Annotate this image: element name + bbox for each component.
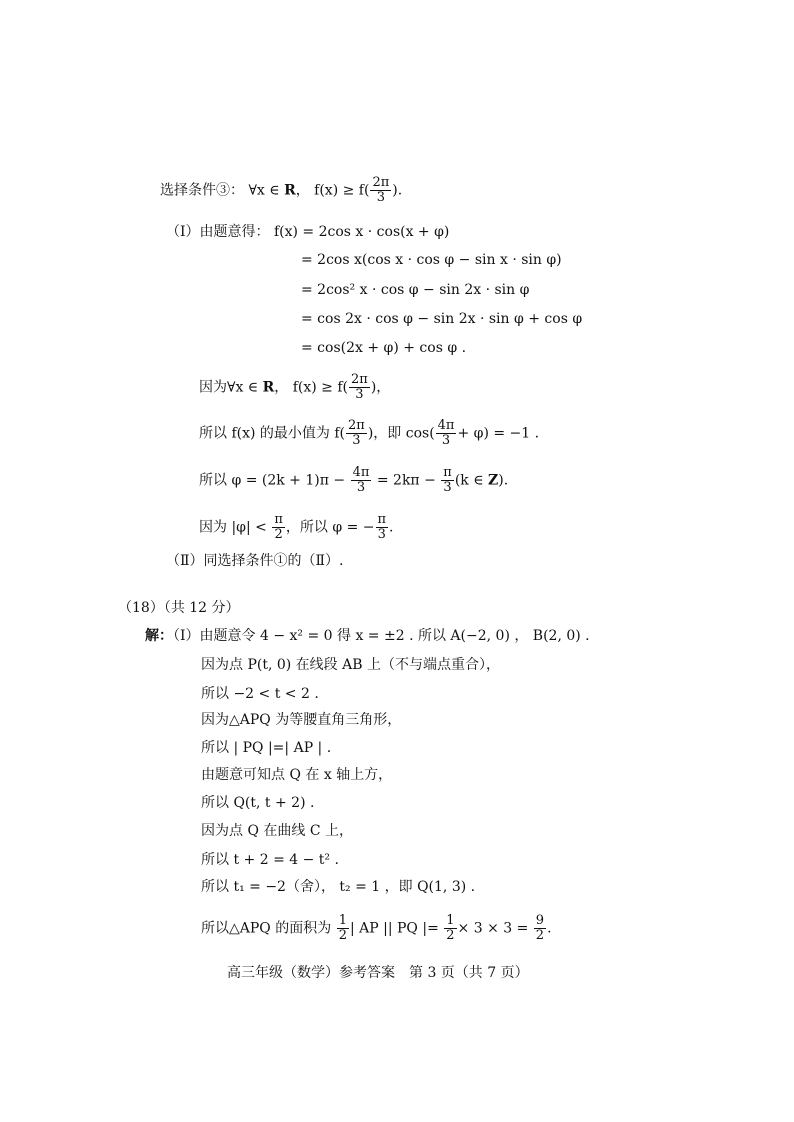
solution-line-8: 因为点 Q 在曲线 C 上， [201, 823, 353, 839]
because-line [199, 373, 390, 402]
solution-line-10: 所以 t₁ = −2（舍）， t₂ = 1 ，即 Q(1, 3) . [201, 879, 476, 895]
fraction [349, 373, 370, 402]
tail-text: (k ∈ [454, 472, 489, 489]
numerator: π [274, 512, 283, 527]
forall-text: ∀x ∈ [248, 182, 285, 199]
solution-line-4: 因为△APQ 为等腰直角三角形， [201, 712, 402, 728]
middle-text: × 3 × 3 = [457, 920, 529, 937]
solution-line-7: 所以 Q(t, t + 2) . [201, 795, 315, 811]
denominator: 2 [446, 928, 455, 943]
part1-heading [166, 222, 449, 242]
numerator: π [377, 512, 387, 527]
solution-line-2: 因为点 P(t, 0) 在线段 AB 上（不与端点重合）， [201, 657, 500, 673]
solution-line-1 [145, 626, 590, 646]
closing: )， [370, 379, 391, 396]
closing: ). [392, 182, 403, 199]
denominator: 2 [338, 928, 347, 943]
denominator: 2 [535, 928, 545, 943]
area-text: 所以△APQ 的面积为 [201, 920, 332, 937]
minimum-line [199, 419, 539, 448]
fraction [534, 914, 546, 943]
inequality-text: f(x) ≥ f( [292, 379, 348, 396]
numerator: 2π [348, 418, 365, 433]
middle-text: )，即 cos( [367, 425, 435, 442]
denominator: 3 [377, 527, 386, 542]
fraction [272, 513, 285, 542]
solution-line-5: 所以 | PQ |=| AP | . [201, 740, 332, 756]
question-18-heading: （18）（共 12 分） [118, 600, 240, 616]
because-text: 因为∀x ∈ [199, 379, 263, 396]
fraction [351, 466, 372, 495]
because-text: 因为 |φ| < [199, 519, 267, 536]
numerator: π [443, 465, 452, 480]
solution-text: （Ⅰ）由题意令 4 − x² = 0 得 x = ±2 . 所以 A(−2, 0) ， B(2, 0) . [173, 628, 590, 644]
numerator: 9 [535, 913, 545, 928]
minimum-text: 所以 f(x) 的最小值为 f( [199, 425, 345, 442]
fraction [444, 914, 456, 943]
denominator: 3 [352, 433, 361, 448]
numerator: 1 [338, 913, 347, 928]
phi-result-line [199, 513, 394, 542]
equation-4: = cos 2x · cos φ − sin 2x · sin φ + cos φ [301, 311, 583, 327]
fraction [441, 466, 454, 495]
solution-line-11 [201, 914, 552, 943]
denominator: 3 [376, 190, 385, 205]
numerator: 1 [446, 913, 455, 928]
comma: ， [295, 182, 310, 199]
middle-text: ，所以 φ = − [285, 519, 375, 536]
phi-general-line [199, 466, 508, 495]
solution-line-3: 所以 −2 < t < 2 . [201, 686, 319, 702]
denominator: 3 [443, 480, 452, 495]
equation-3: = 2cos² x · cos φ − sin 2x · sin φ [301, 282, 530, 298]
fraction [436, 419, 457, 448]
middle-text: | AP || PQ |= [349, 920, 439, 937]
equation-2: = 2cos x(cos x · cos φ − sin x · sin φ) [301, 252, 562, 268]
page-footer: 高三年级（数学）参考答案 第 3 页（共 7 页） [227, 965, 529, 981]
numerator: 4π [437, 418, 455, 433]
fraction [376, 513, 389, 542]
numerator: 4π [352, 465, 370, 480]
fraction [346, 419, 367, 448]
condition-3-line [160, 176, 402, 205]
denominator: 3 [355, 387, 364, 402]
fraction [337, 914, 349, 943]
inequality-text: f(x) ≥ f( [314, 182, 370, 199]
denominator: 3 [356, 480, 366, 495]
set-R: R [262, 379, 275, 396]
fraction [370, 176, 391, 205]
comma: ， [274, 379, 289, 396]
tail-text: ). [498, 472, 509, 489]
set-Z: Z [488, 472, 499, 489]
numerator: 2π [350, 372, 368, 387]
tail-text: . [389, 519, 394, 536]
phi-text: 所以 φ = (2k + 1)π − [199, 472, 346, 489]
middle-text: = 2kπ − [376, 472, 436, 489]
part1-label: （Ⅰ）由题意得： [166, 224, 270, 240]
part2-line: （Ⅱ）同选择条件①的（Ⅱ）. [166, 553, 344, 569]
solution-line-6: 由题意可知点 Q 在 x 轴上方， [201, 767, 393, 783]
solution-label: 解： [145, 628, 173, 644]
solution-line-9: 所以 t + 2 = 4 − t² . [201, 852, 339, 868]
denominator: 3 [441, 433, 451, 448]
equation-1: f(x) = 2cos x · cos(x + φ) [273, 224, 450, 240]
denominator: 2 [274, 527, 283, 542]
set-R: R [284, 182, 296, 199]
numerator: 2π [372, 175, 390, 190]
tail-text: . [547, 920, 552, 937]
condition-label: 选择条件③： [160, 182, 244, 199]
equation-5: = cos(2x + φ) + cos φ . [301, 340, 467, 356]
tail-text: + φ) = −1 . [457, 425, 540, 442]
